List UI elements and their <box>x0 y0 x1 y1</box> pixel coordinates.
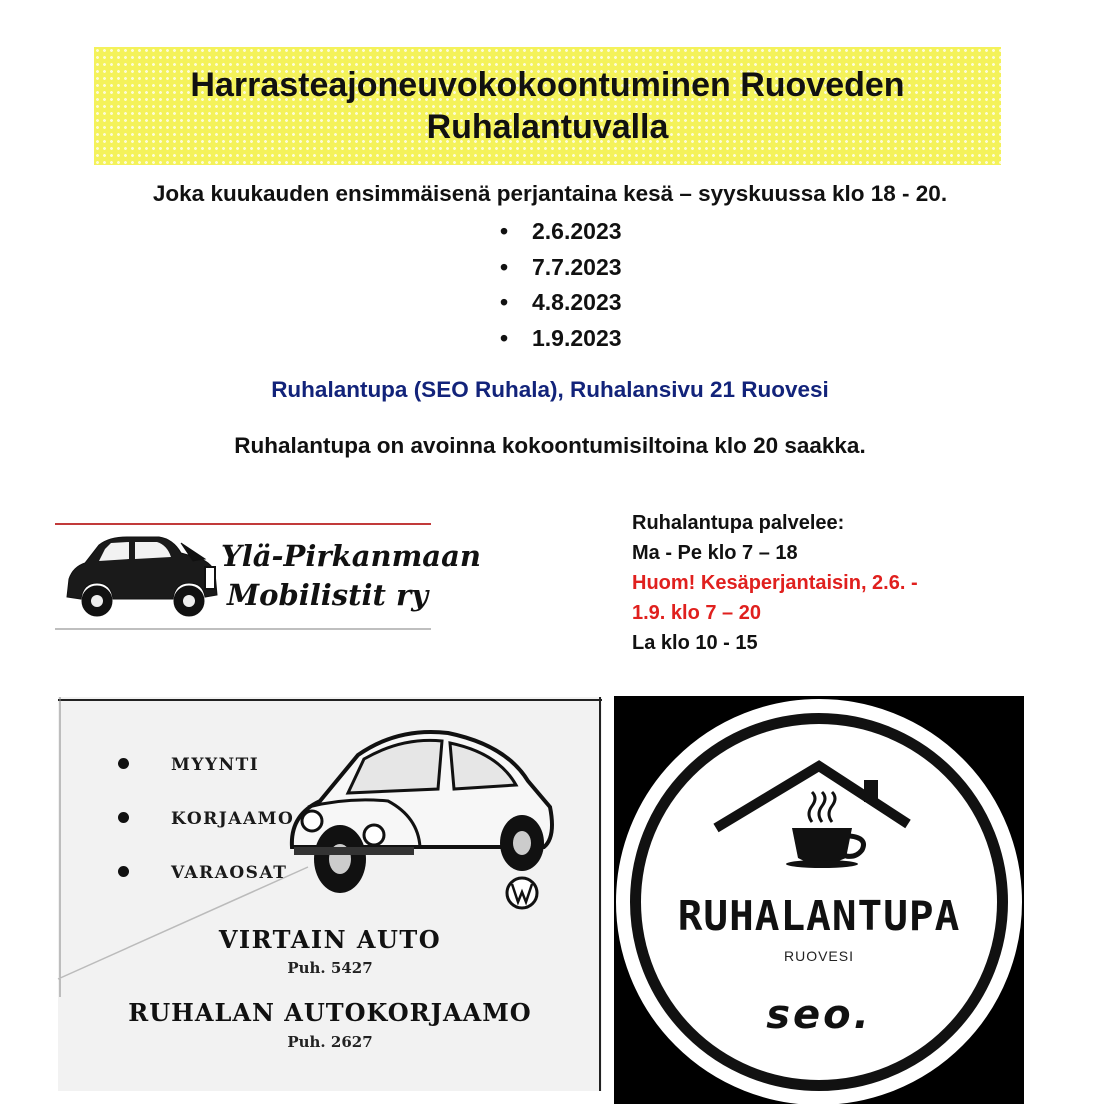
ad-item-label: KORJAAMO <box>171 809 295 829</box>
ad-item-label: MYYNTI <box>171 755 260 775</box>
hours-heading: Ruhalantupa palvelee: <box>632 512 845 534</box>
ad-item-sales <box>146 755 259 775</box>
bullet-icon <box>118 758 129 769</box>
list-item: • 7.7.2023 <box>500 253 622 280</box>
hours-saturday: La klo 10 - 15 <box>632 632 758 654</box>
list-item: • 4.8.2023 <box>500 289 622 315</box>
club-name-line-1: Ylä-Pirkanmaan <box>221 539 481 573</box>
date-list <box>500 214 622 356</box>
hours-weekdays: Ma - Pe klo 7 – 18 <box>632 542 798 564</box>
club-logo <box>55 523 481 631</box>
ad-item-repair <box>146 809 294 829</box>
logo-name: RUHALANTUPA <box>677 892 961 940</box>
garage-advertisement <box>58 697 602 1091</box>
ruhalantupa-logo <box>614 696 1024 1104</box>
company-name-1: VIRTAIN AUTO <box>218 925 442 954</box>
company-phone-2: Puh. 2627 <box>287 1033 373 1051</box>
logo-town: RUOVESI <box>783 948 854 964</box>
club-logo-graphic <box>55 523 481 631</box>
seo-brand-logo: seo. <box>766 992 872 1038</box>
title-line-2: Ruhalantuvalla <box>426 108 669 146</box>
title-line-1: Harrasteajoneuvokokoontuminen Ruoveden <box>190 66 905 104</box>
company-name-2: RUHALAN AUTOKORJAAMO <box>128 998 532 1027</box>
venue-address: Ruhalantupa (SEO Ruhala), Ruhalansivu 21 Ruovesi <box>271 377 829 402</box>
bullet-icon <box>118 866 129 877</box>
bullet-icon <box>118 812 129 823</box>
vintage-car-icon <box>67 537 217 616</box>
ad-item-parts <box>146 863 287 883</box>
vw-emblem-icon <box>507 878 537 908</box>
date-text: 7.7.2023 <box>532 253 622 280</box>
list-item: • 1.9.2023 <box>500 324 622 351</box>
opening-note: Ruhalantupa on avoinna kokoontumisiltoina klo 20 saakka. <box>234 433 866 458</box>
beetle-illustration <box>58 697 602 1091</box>
date-text: 1.9.2023 <box>532 324 622 351</box>
company-phone-1: Puh. 5427 <box>287 959 373 977</box>
hours-summer-note-1: Huom! Kesäperjantaisin, 2.6. - <box>632 572 918 594</box>
date-text: 4.8.2023 <box>532 289 622 315</box>
club-name-line-2: Mobilistit ry <box>227 578 429 612</box>
schedule-text: Joka kuukauden ensimmäisenä perjantaina kesä – syyskuussa klo 18 - 20. <box>152 181 948 206</box>
vw-beetle-icon <box>292 732 552 893</box>
hours-summer-note-2: 1.9. klo 7 – 20 <box>632 602 761 624</box>
list-item: • 2.6.2023 <box>500 218 622 244</box>
title-banner <box>94 47 1001 165</box>
opening-hours <box>632 508 918 658</box>
date-text: 2.6.2023 <box>532 218 622 244</box>
ad-item-label: VARAOSAT <box>171 863 288 883</box>
